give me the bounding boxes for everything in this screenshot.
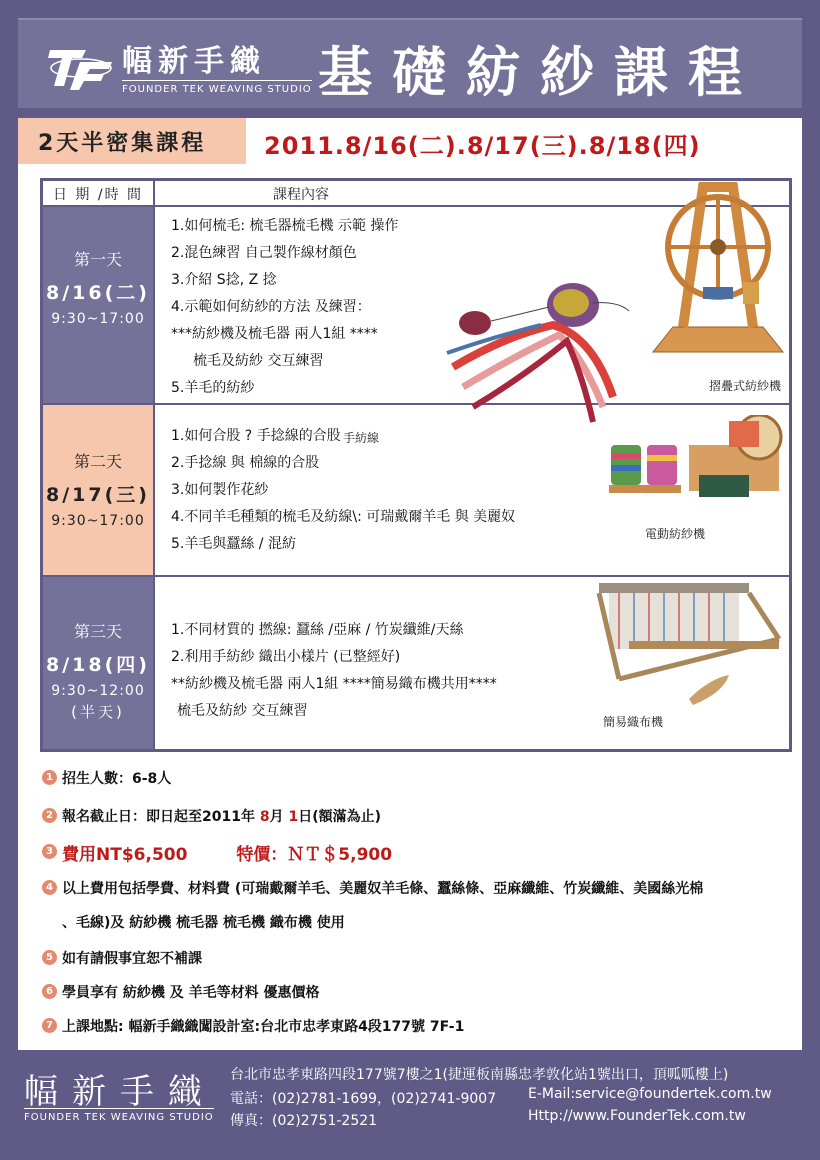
- footer-brand-english: FOUNDER TEK WEAVING STUDIO: [24, 1108, 214, 1123]
- brand-name: 幅新手織: [122, 44, 266, 79]
- day-name: 第三天: [73, 622, 122, 641]
- list-item: 6 學員享有 紡紗機 及 羊毛等材料 優惠價格: [42, 982, 320, 1002]
- course-dates: 2011.8/16(二).8/17(三).8/18(四): [264, 132, 701, 160]
- list-item: 5 如有請假事宜恕不補課: [42, 948, 202, 968]
- day-time: 9:30~17:00: [51, 513, 145, 529]
- number-badge: 5: [42, 950, 57, 965]
- folding-spinning-wheel-image: [643, 167, 793, 377]
- footer-brand-name: 幅新手織: [24, 1072, 216, 1112]
- footer-email[interactable]: E-Mail:service@foundertek.com.tw: [528, 1086, 772, 1102]
- list-item: 梳毛及紡紗 交互練習: [193, 353, 324, 369]
- day-content-list: [171, 213, 398, 402]
- list-item: 5.羊毛的紡紗: [171, 380, 255, 396]
- column-header-date: 日 期 /時 間: [43, 181, 155, 205]
- special-price: 特價：ＮＴ＄5,900: [236, 845, 393, 865]
- list-item: **紡紗機及梳毛器 兩人1組 ****簡易織布機共用****: [171, 676, 497, 692]
- list-item: 1 招生人數：6-8人: [42, 768, 171, 788]
- list-item: 5.羊毛與蠶絲 / 混紡: [171, 536, 296, 552]
- electric-spinning-wheel-image: [609, 415, 789, 525]
- list-item: 1.如何梳毛: 梳毛器梳毛機 示範 操作: [171, 218, 399, 234]
- number-badge: 6: [42, 984, 57, 999]
- day-date: 8/17(三): [46, 484, 150, 506]
- footer-fax: 傳真：(02)2751-2521: [230, 1113, 378, 1129]
- list-item: ***紡紗機及梳毛器 兩人1組 ****: [171, 326, 378, 342]
- day-date: 8/18(四): [46, 654, 150, 676]
- brand-name-english: FOUNDER TEK WEAVING STUDIO: [122, 80, 312, 95]
- footer: [18, 1054, 802, 1144]
- footer-website[interactable]: Http://www.FounderTek.com.tw: [528, 1108, 746, 1124]
- day-content-list: [171, 423, 515, 558]
- list-item: 4 以上費用包括學費、材料費 (可瑞戴爾羊毛、美麗奴羊毛條、蠶絲條、亞麻纖維、竹炭纖維、美國絲光棉: [42, 878, 703, 898]
- day-label: [43, 405, 155, 575]
- list-item: 2.手捻線 與 棉線的合股: [171, 455, 320, 471]
- content-panel: [18, 118, 802, 1050]
- page-title: 基礎紡紗課程: [318, 40, 762, 104]
- table-row: [43, 577, 789, 749]
- list-item: 2 報名截止日：即日起至2011年 8月 1日(額滿為止): [42, 806, 381, 826]
- table-row: [43, 405, 789, 577]
- list-item: 7 上課地點: 幅新手織織闖設計室:台北市忠孝東路4段177號 7F-1: [42, 1016, 464, 1036]
- list-item: 、毛線)及 紡紗機 梳毛器 梳毛機 織布機 使用: [62, 915, 345, 931]
- image-caption: 摺疊式紡紗機: [709, 379, 782, 393]
- day-date: 8/16(二): [46, 282, 150, 304]
- list-item: 2.混色練習 自己製作線材顏色: [171, 245, 357, 261]
- day-content-list: [171, 617, 497, 725]
- image-caption: 手紡線: [343, 431, 380, 445]
- list-item: [42, 840, 392, 865]
- number-badge: 7: [42, 1018, 57, 1033]
- course-badge: 2天半密集課程: [18, 118, 246, 164]
- footer-address: 台北市忠孝東路四段177號7樓之1(捷運板南縣忠孝敦化站1號出口，頂呱呱樓上): [230, 1067, 729, 1083]
- list-item: 梳毛及紡紗 交互練習: [177, 703, 308, 719]
- day-name: 第二天: [73, 452, 122, 471]
- header-banner: [18, 18, 802, 108]
- day-name: 第一天: [73, 250, 122, 269]
- footer-phone: 電話：(02)2781-1699，(02)2741-9007: [230, 1091, 497, 1107]
- image-caption: 簡易織布機: [603, 715, 664, 729]
- list-item: 1.不同材質的 撚線: 蠶絲 /亞麻 / 竹炭纖維/天絲: [171, 622, 464, 638]
- list-item: 4.示範如何紡紗的方法 及練習：: [171, 299, 371, 315]
- day-label: [43, 577, 155, 749]
- day-label: [43, 207, 155, 403]
- column-header-content: 課程內容: [273, 187, 329, 203]
- regular-fee: 費用NT$6,500: [62, 845, 188, 865]
- list-item: 1.如何合股 ? 手捻線的合股: [171, 428, 341, 444]
- list-item: 3.介紹 S捻, Z 捻: [171, 272, 277, 288]
- number-badge: 4: [42, 880, 57, 895]
- day-time: 9:30~12:00: [51, 683, 145, 699]
- simple-loom-image: [589, 579, 789, 719]
- list-item: 2.利用手紡紗 織出小樣片 (已整經好): [171, 649, 401, 665]
- number-badge: 2: [42, 808, 57, 823]
- list-item: 4.不同羊毛種類的梳毛及紡線\: 可瑞戴爾羊毛 與 美麗奴: [171, 509, 516, 525]
- list-item: 3.如何製作花紗: [171, 482, 269, 498]
- brand-logo-icon: [46, 42, 116, 92]
- day-time: 9:30~17:00: [51, 311, 145, 327]
- number-badge: 1: [42, 770, 57, 785]
- number-badge: 3: [42, 844, 57, 859]
- day-note: (半天): [71, 703, 125, 721]
- schedule-table: [40, 178, 792, 752]
- image-caption: 電動紡紗機: [645, 527, 706, 541]
